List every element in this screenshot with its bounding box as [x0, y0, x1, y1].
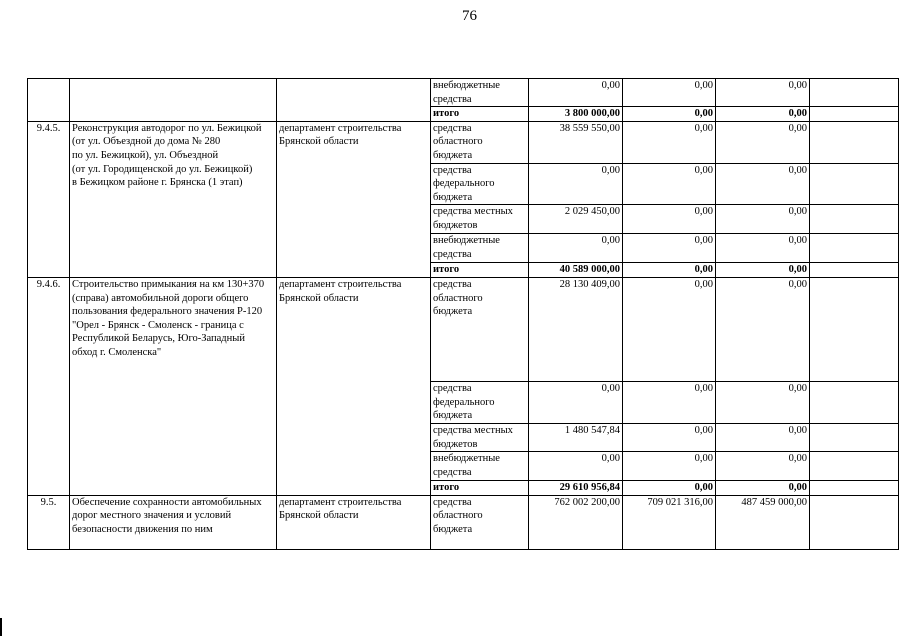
amount-year-2-cell: 0,00 — [623, 481, 716, 496]
amount-year-1-cell: 29 610 956,84 — [529, 481, 623, 496]
amount-year-2-cell: 0,00 — [623, 452, 716, 481]
empty-cell — [810, 107, 899, 122]
funding-source-cell: средства федерального бюджета — [431, 163, 529, 205]
item-code-cell: 9.4.5. — [28, 121, 70, 277]
amount-year-1-cell: 0,00 — [529, 452, 623, 481]
amount-year-2-cell: 0,00 — [623, 107, 716, 122]
item-name-cell: Реконструкция автодорог по ул. Бежицкой (от ул. Объездной до дома № 280 по ул. Бежицкой), ул. Объездной (от ул. Городищенской до ул. Бежицкой) в Бежицком районе г. Брянска (1 этап) — [70, 121, 277, 277]
empty-cell — [810, 79, 899, 107]
amount-year-3-cell: 0,00 — [716, 79, 810, 107]
amount-year-2-cell: 0,00 — [623, 423, 716, 451]
amount-year-2-cell: 0,00 — [623, 277, 716, 381]
amount-year-2-cell: 0,00 — [623, 381, 716, 423]
item-code-cell: 9.5. — [28, 495, 70, 549]
empty-cell — [810, 277, 899, 381]
amount-year-1-cell: 0,00 — [529, 381, 623, 423]
item-name-cell: Обеспечение сохранности автомобильных дорог местного значения и условий безопасности движения по ним — [70, 495, 277, 549]
amount-year-1-cell: 28 130 409,00 — [529, 277, 623, 381]
amount-year-1-cell: 3 800 000,00 — [529, 107, 623, 122]
amount-year-3-cell: 0,00 — [716, 234, 810, 263]
amount-year-3-cell: 0,00 — [716, 277, 810, 381]
amount-year-3-cell: 0,00 — [716, 381, 810, 423]
empty-cell — [810, 423, 899, 451]
empty-cell — [810, 263, 899, 278]
item-name-cell — [70, 79, 277, 122]
empty-cell — [810, 495, 899, 549]
department-cell: департамент строительства Брянской области — [277, 121, 431, 277]
empty-cell — [810, 121, 899, 163]
amount-year-3-cell: 0,00 — [716, 263, 810, 278]
amount-year-3-cell: 487 459 000,00 — [716, 495, 810, 549]
amount-year-3-cell: 0,00 — [716, 452, 810, 481]
funding-source-cell: внебюджетные средства — [431, 234, 529, 263]
table-row — [28, 277, 899, 381]
empty-cell — [810, 205, 899, 234]
amount-year-1-cell: 0,00 — [529, 79, 623, 107]
amount-year-1-cell: 40 589 000,00 — [529, 263, 623, 278]
funding-source-cell: средства местных бюджетов — [431, 205, 529, 234]
amount-year-1-cell: 0,00 — [529, 163, 623, 205]
department-cell — [277, 79, 431, 122]
amount-year-1-cell: 0,00 — [529, 234, 623, 263]
budget-table — [27, 78, 899, 550]
funding-source-cell: итого — [431, 107, 529, 122]
empty-cell — [810, 234, 899, 263]
amount-year-3-cell: 0,00 — [716, 481, 810, 496]
funding-source-cell: средства областного бюджета — [431, 277, 529, 381]
amount-year-2-cell: 0,00 — [623, 234, 716, 263]
item-code-cell: 9.4.6. — [28, 277, 70, 495]
amount-year-2-cell: 0,00 — [623, 205, 716, 234]
funding-source-cell: средства федерального бюджета — [431, 381, 529, 423]
page-number: 76 — [462, 8, 477, 24]
empty-cell — [810, 481, 899, 496]
amount-year-2-cell: 0,00 — [623, 163, 716, 205]
amount-year-2-cell: 0,00 — [623, 263, 716, 278]
margin-mark — [0, 618, 2, 636]
table-row — [28, 495, 899, 549]
amount-year-3-cell: 0,00 — [716, 107, 810, 122]
amount-year-2-cell: 709 021 316,00 — [623, 495, 716, 549]
empty-cell — [810, 381, 899, 423]
funding-source-cell: средства областного бюджета — [431, 495, 529, 549]
department-cell: департамент строительства Брянской области — [277, 277, 431, 495]
department-cell: департамент строительства Брянской области — [277, 495, 431, 549]
amount-year-1-cell: 1 480 547,84 — [529, 423, 623, 451]
item-name-cell: Строительство примыкания на км 130+370 (справа) автомобильной дороги общего пользования федерального значения Р-120 "Орел - Брянск - Смоленск - граница с Республикой Беларусь, Юго-Западный обход г. Смоленска" — [70, 277, 277, 495]
item-code-cell — [28, 79, 70, 122]
amount-year-2-cell: 0,00 — [623, 79, 716, 107]
funding-source-cell: итого — [431, 481, 529, 496]
funding-source-cell: внебюджетные средства — [431, 452, 529, 481]
amount-year-3-cell: 0,00 — [716, 423, 810, 451]
amount-year-3-cell: 0,00 — [716, 121, 810, 163]
funding-source-cell: средства областного бюджета — [431, 121, 529, 163]
funding-source-cell: средства местных бюджетов — [431, 423, 529, 451]
amount-year-1-cell: 762 002 200,00 — [529, 495, 623, 549]
amount-year-1-cell: 2 029 450,00 — [529, 205, 623, 234]
funding-source-cell: внебюджетные средства — [431, 79, 529, 107]
amount-year-3-cell: 0,00 — [716, 205, 810, 234]
amount-year-2-cell: 0,00 — [623, 121, 716, 163]
amount-year-1-cell: 38 559 550,00 — [529, 121, 623, 163]
amount-year-3-cell: 0,00 — [716, 163, 810, 205]
empty-cell — [810, 452, 899, 481]
funding-source-cell: итого — [431, 263, 529, 278]
empty-cell — [810, 163, 899, 205]
table-row — [28, 121, 899, 163]
table-row — [28, 79, 899, 107]
